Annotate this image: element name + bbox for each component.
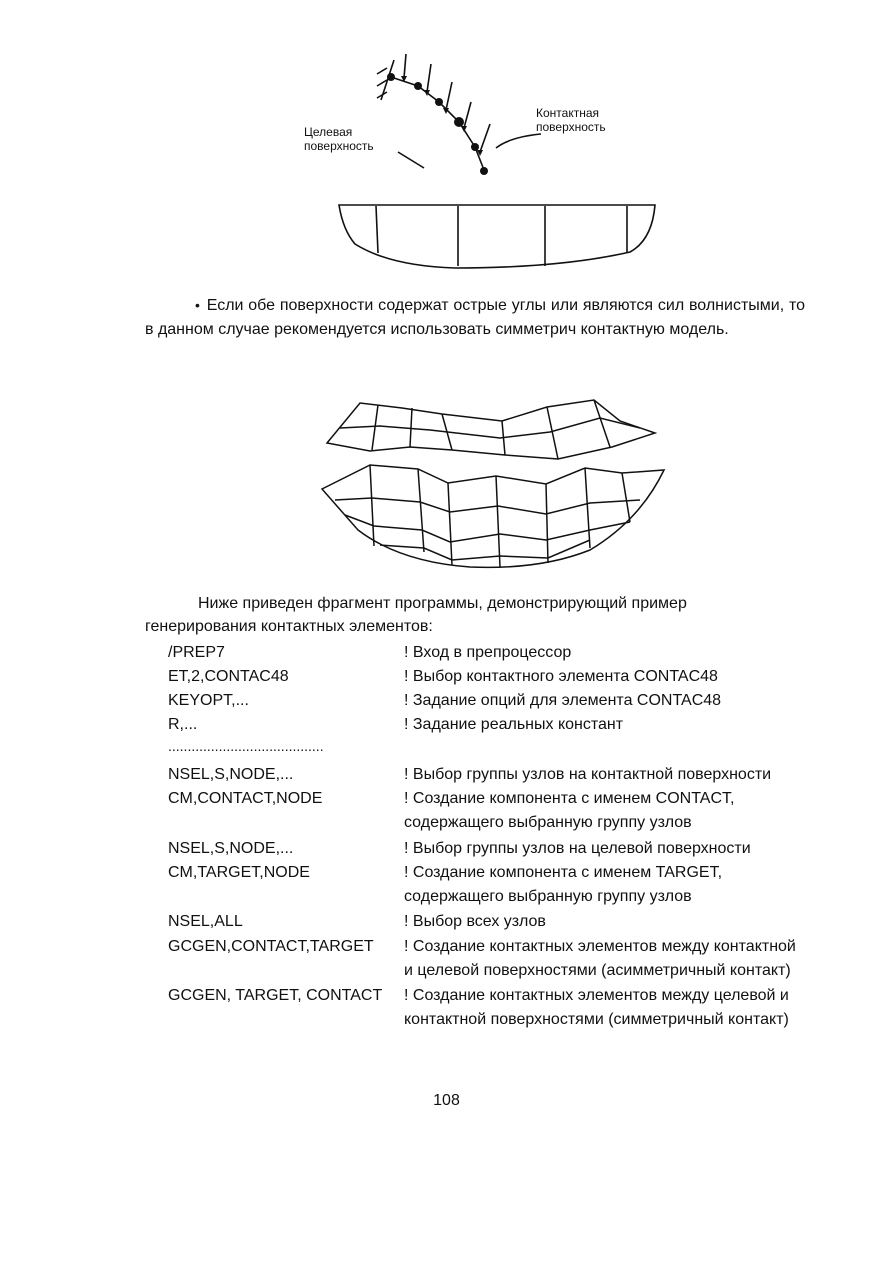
code-command: NSEL,S,NODE,...: [168, 840, 294, 857]
code-comment: ! Выбор контактного элемента CONTAC48: [404, 668, 718, 685]
code-command: GCGEN,CONTACT,TARGET: [168, 938, 374, 955]
code-command: ET,2,CONTAC48: [168, 668, 289, 685]
code-comment: ! Задание опций для элемента CONTAC48: [404, 692, 722, 709]
code-comment: ! Создание компонента с именем CONTACT, содержащего выбранную группу узлов: [404, 790, 735, 831]
code-command: NSEL,ALL: [168, 913, 243, 930]
code-comment: ! Задание реальных констант: [404, 716, 624, 733]
recommendation-text: Если обе поверхности содержат острые углы или являются сил волнистыми, то в данном случае рекомендуется использовать симметрич контактную модель.: [145, 297, 805, 338]
bullet-marker: •: [195, 297, 200, 313]
code-comment: ! Выбор всех узлов: [404, 913, 546, 930]
symmetric-contact-figure: [0, 0, 893, 600]
code-command: R,...: [168, 716, 198, 733]
target-surface-label: Целевая поверхность: [304, 125, 374, 153]
code-comment: ! Создание компонента с именем TARGET, содержащего выбранную группу узлов: [404, 864, 723, 905]
code-separator: ........................................: [168, 738, 324, 754]
code-intro-line-2: генерирования контактных элементов:: [145, 618, 433, 635]
contact-surface-label: Контактная поверхность: [536, 106, 606, 134]
code-comment: ! Создание контактных элементов между целевой и контактной поверхностями (симметричный контакт): [404, 987, 789, 1028]
code-command: CM,CONTACT,NODE: [168, 790, 323, 807]
code-intro: [145, 592, 687, 638]
code-comment: ! Создание контактных элементов между контактной и целевой поверхностями (асимметричный контакт): [404, 938, 796, 979]
code-intro-line-1: Ниже приведен фрагмент программы, демонстрирующий пример: [198, 595, 687, 612]
page-number: 108: [433, 1092, 460, 1109]
code-comment: ! Выбор группы узлов на контактной поверхности: [404, 766, 772, 783]
code-command: KEYOPT,...: [168, 692, 249, 709]
code-command: /PREP7: [168, 644, 225, 661]
code-command: GCGEN, TARGET, CONTACT: [168, 987, 383, 1004]
code-command: CM,TARGET,NODE: [168, 864, 310, 881]
code-comment: ! Вход в препроцессор: [404, 644, 572, 661]
code-command: NSEL,S,NODE,...: [168, 766, 294, 783]
code-comment: ! Выбор группы узлов на целевой поверхности: [404, 840, 751, 857]
